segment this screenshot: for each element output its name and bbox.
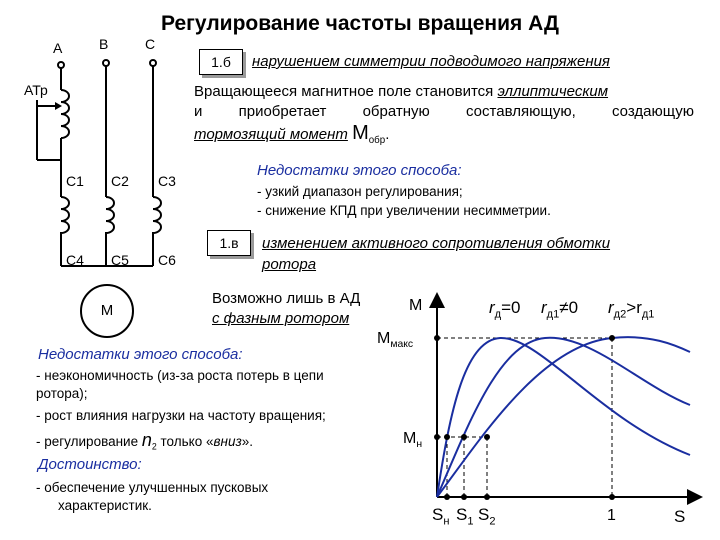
point-s-one — [609, 494, 615, 500]
section-1b-box: 1.б — [199, 49, 243, 75]
curve-label-rd-0: $r_д=0$ — [489, 298, 521, 321]
x-axis-label: S — [674, 507, 686, 526]
curve-label-rd2: $r_{д2}>r_{д1}$ — [608, 298, 655, 321]
point-s1 — [461, 494, 467, 500]
section-1v-possible-line2: с фазным ротором — [212, 310, 350, 327]
point-s2 — [484, 494, 490, 500]
section-1b-line1: Вращающееся магнитное поле становится эллиптическим — [194, 83, 609, 100]
section-1v-drawback-1: - неэкономичность (из-за роста потерь в цепи — [36, 368, 324, 383]
section-1v-drawback-2: ротора); — [36, 386, 88, 401]
section-1v-drawback-4: - регулирование $n_2$ только «вниз». — [36, 430, 254, 452]
section-1v-advantage-title: Достоинство: — [38, 456, 142, 473]
section-1v-possible-line1: Возможно лишь в АД — [212, 290, 361, 307]
point-m-n — [434, 434, 440, 440]
winding-c6-label: С6 — [158, 252, 176, 268]
section-1b-drawback-2: - снижение КПД при увеличении несимметрии. — [257, 203, 551, 218]
section-1b-heading: нарушением симметрии подводимого напряжения — [252, 53, 610, 70]
winding-c5-label: С5 — [111, 252, 129, 268]
phase-a-label: А — [53, 40, 63, 56]
curve-rd1 — [437, 338, 690, 497]
winding-c4-label: С4 — [66, 252, 84, 268]
phase-c-label: С — [145, 36, 156, 52]
winding-c1-label: С1 — [66, 173, 84, 189]
s2-label: $S_2$ — [478, 505, 496, 528]
motor-symbol: М — [80, 284, 134, 338]
winding-c2-label: С2 — [111, 173, 129, 189]
phase-b-label: В — [99, 36, 109, 52]
page-title: Регулирование частоты вращения АД — [161, 12, 559, 35]
section-1v-box: 1.в — [207, 230, 251, 256]
s1-label: $S_1$ — [456, 505, 474, 528]
section-1b-drawback-1: - узкий диапазон регулирования; — [257, 184, 463, 199]
y-axis-label: М — [409, 297, 423, 314]
section-1v-heading-line2: ротора — [262, 256, 317, 273]
section-1v-heading-line1: изменением активного сопротивления обмотки — [262, 235, 611, 252]
winding-c3-label: С3 — [158, 173, 176, 189]
point-m-max — [434, 335, 440, 341]
section-1b-drawbacks-title: Недостатки этого способа: — [257, 162, 462, 179]
m-max-label: $М_{макс}$ — [377, 330, 414, 351]
section-1v-drawbacks-title: Недостатки этого способа: — [38, 346, 243, 363]
curve-label-rd1: $r_{д1}\ne 0$ — [541, 298, 579, 321]
s-one-label: 1 — [607, 507, 616, 524]
s-n-label: $S_н$ — [432, 505, 450, 528]
point-s1-top — [461, 434, 467, 440]
section-1b-line3: тормозящий момент $М_{обр}$. — [194, 122, 390, 146]
section-1v-drawback-3: - рост влияния нагрузки на частоту вращения; — [36, 408, 326, 423]
point-max-rd2 — [609, 335, 615, 341]
point-s2-top — [484, 434, 490, 440]
point-s-n-top — [444, 434, 450, 440]
curve-rd2 — [437, 337, 690, 497]
section-1v-advantage-1: - обеспечение улучшенных пусковых — [36, 480, 269, 495]
section-1b-line2: и приобретает обратную составляющую, создающую — [194, 103, 694, 120]
autotransformer-label: АТр — [24, 82, 48, 98]
section-1v-advantage-2: характеристик. — [58, 498, 152, 513]
point-s-n — [444, 494, 450, 500]
m-n-label: $М_н$ — [403, 430, 423, 451]
curve-rd-0 — [437, 338, 690, 497]
